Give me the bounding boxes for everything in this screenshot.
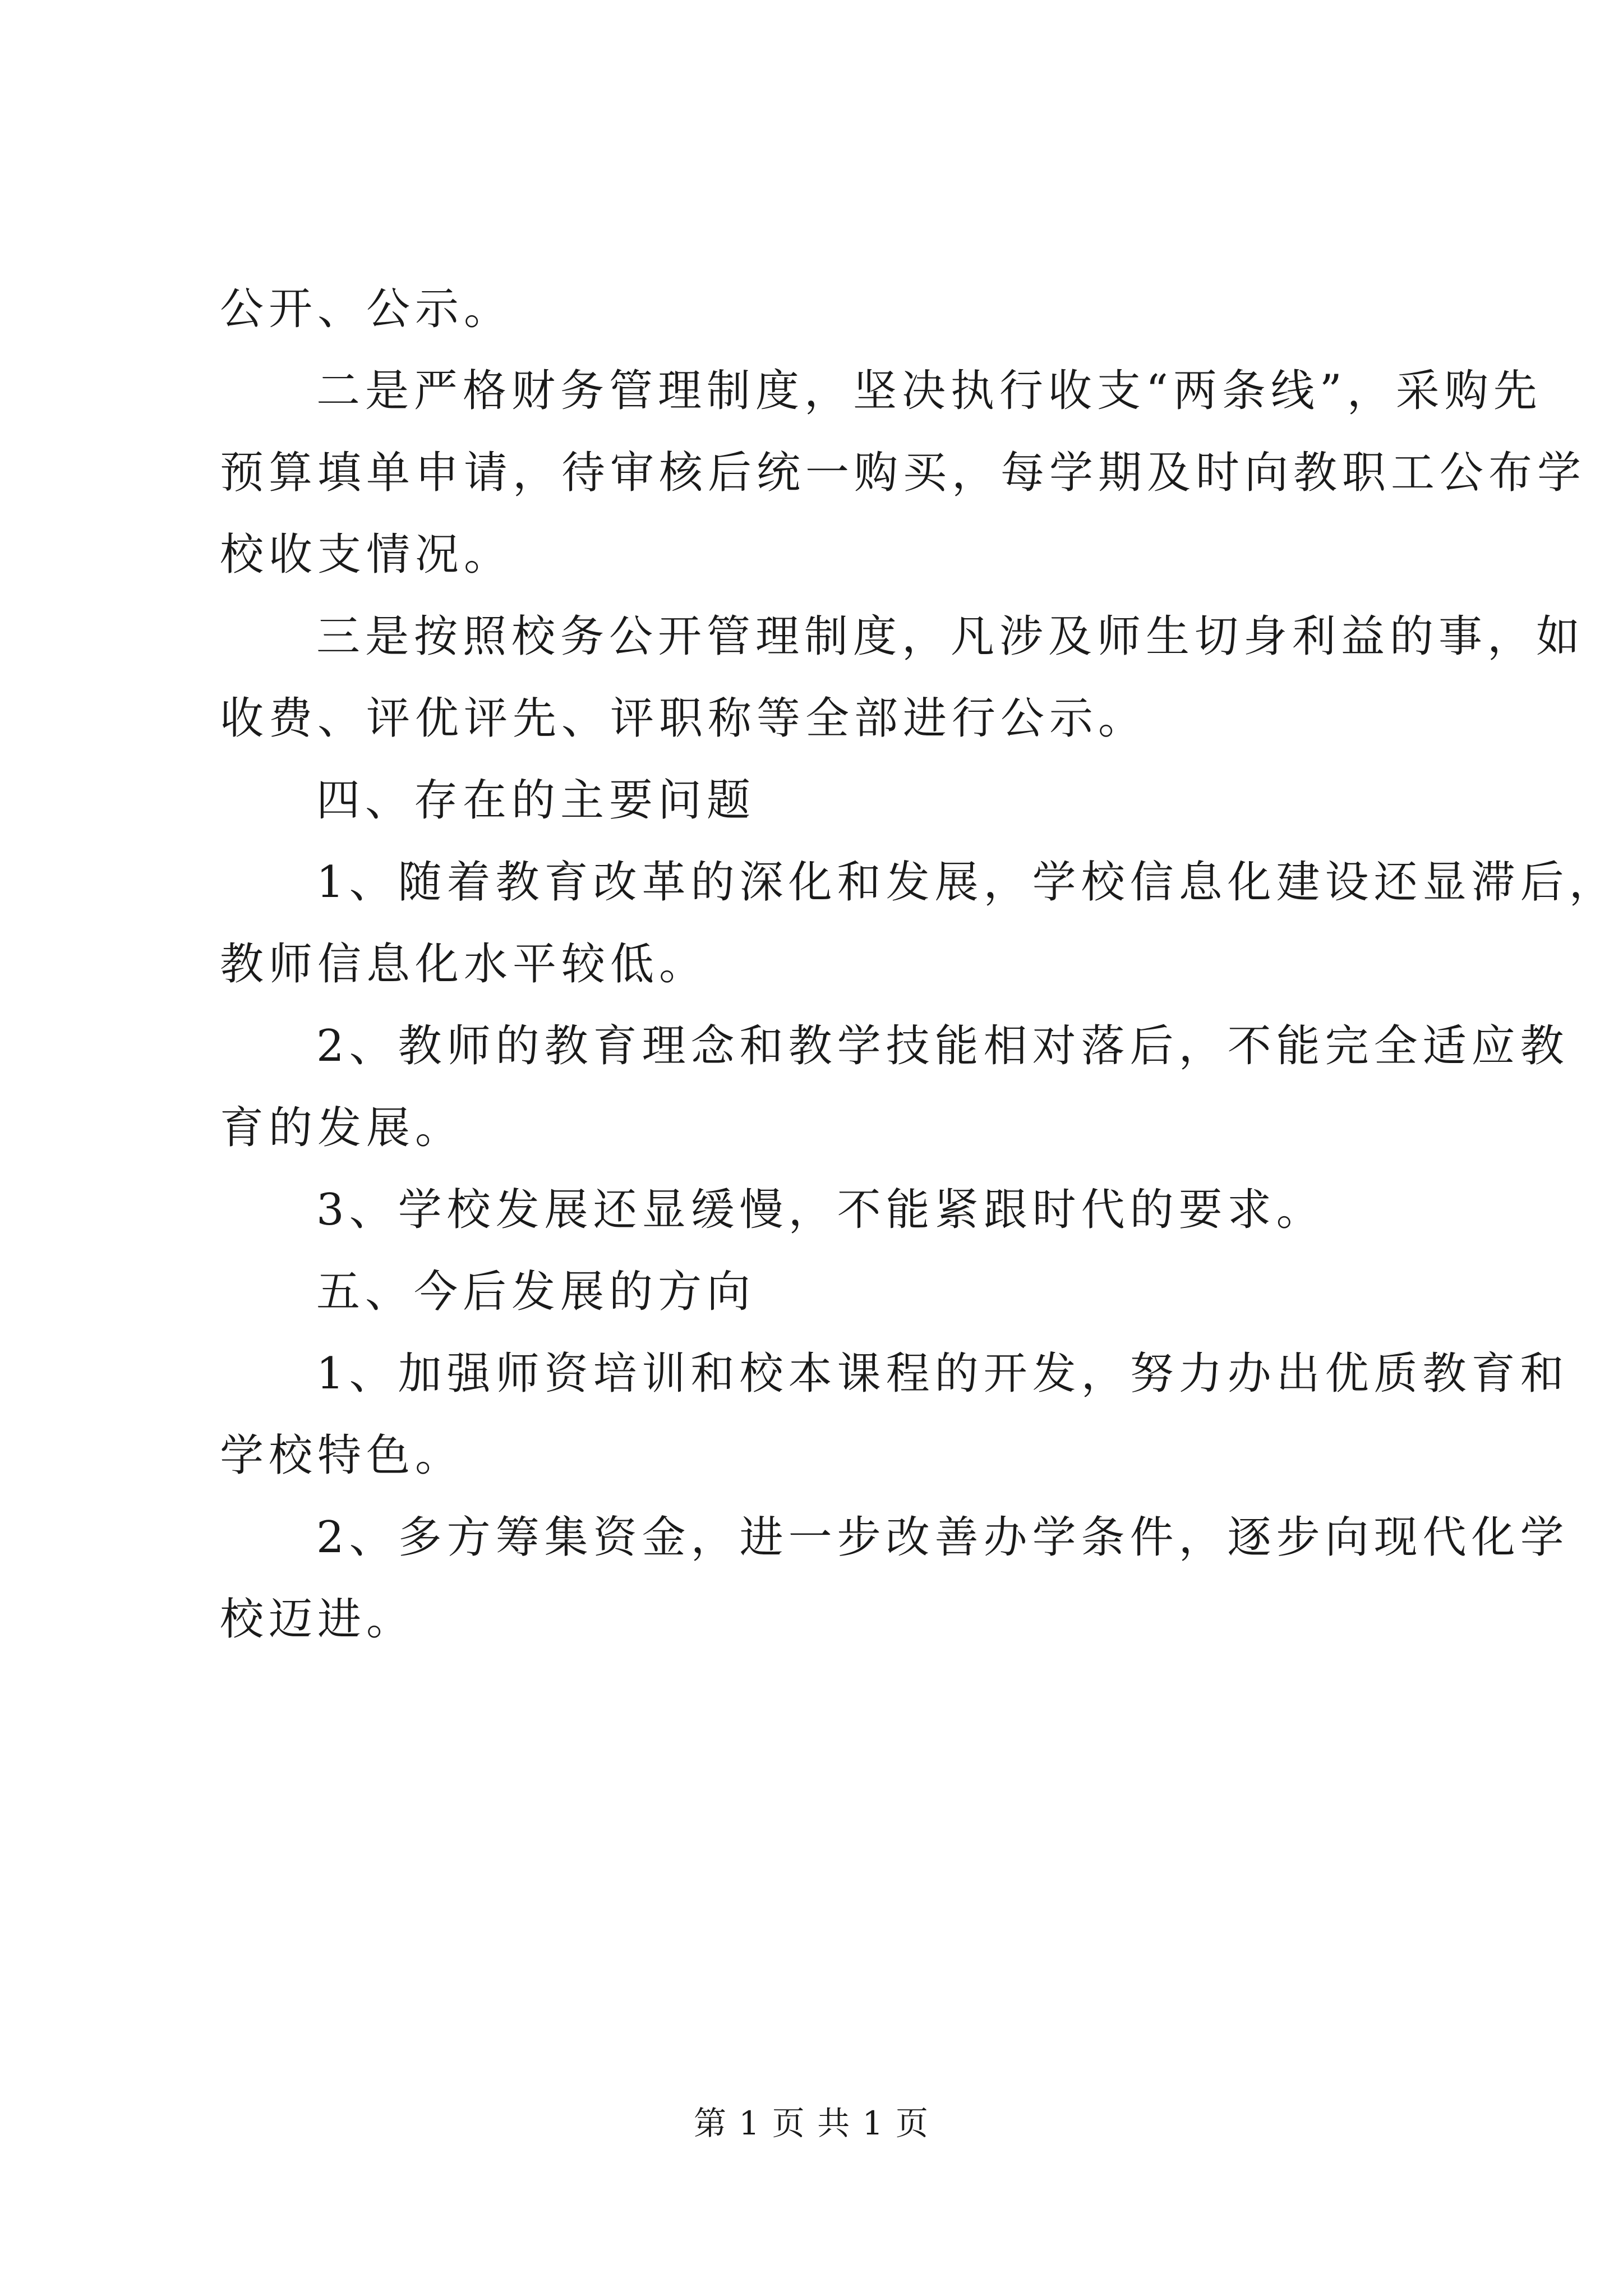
body-line: 教师信息化水平较低。	[220, 939, 708, 990]
body-line: 1、随着教育改革的深化和发展，学校信息化建设还显滞后，	[316, 857, 1618, 908]
body-line: 1、加强师资培训和校本课程的开发，努力办出优质教育和	[316, 1349, 1569, 1399]
section-heading: 五、今后发展的方向	[316, 1267, 756, 1317]
page-footer: 第 1 页 共 1 页	[694, 2104, 929, 2142]
body-line: 二是严格财务管理制度，坚决执行收支“两条线”，采购先	[316, 366, 1542, 416]
document-body	[220, 268, 1618, 1660]
body-line: 2、多方筹集资金，进一步改善办学条件，逐步向现代化学	[316, 1512, 1569, 1563]
body-line: 校收支情况。	[220, 530, 513, 580]
body-line: 3、学校发展还显缓慢，不能紧跟时代的要求。	[316, 1185, 1325, 1235]
body-line: 三是按照校务公开管理制度，凡涉及师生切身利益的事，如	[316, 611, 1585, 662]
body-line: 公开、公示。	[220, 284, 513, 334]
body-line: 收费、评优评先、评职称等全部进行公示。	[220, 693, 1147, 744]
body-line: 学校特色。	[220, 1430, 464, 1481]
body-line: 预算填单申请，待审核后统一购买，每学期及时向教职工公布学	[220, 448, 1587, 498]
body-line: 2、教师的教育理念和教学技能相对落后，不能完全适应教	[316, 1021, 1569, 1071]
section-heading: 四、存在的主要问题	[316, 775, 756, 826]
body-line: 校迈进。	[220, 1594, 416, 1645]
body-line: 育的发展。	[220, 1103, 464, 1153]
